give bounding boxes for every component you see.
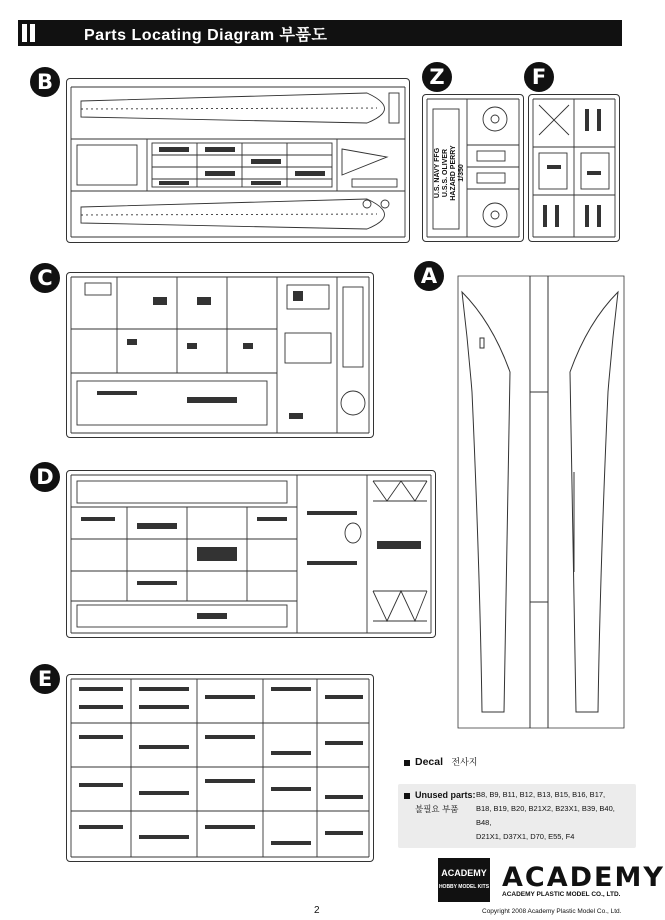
sprue-d-drawing: [67, 471, 435, 637]
unused-parts-labels: [404, 788, 476, 844]
sprue-f-frame: [528, 94, 620, 242]
decal-legend: [404, 755, 478, 769]
copyright-text: Copyright 2008 Academy Plastic Model Co., Ltd.: [482, 908, 622, 915]
sprue-b-frame: [66, 78, 410, 243]
unused-parts-line: B18, B19, B20, B21X2, B23X1, B39, B40, B48,: [476, 804, 615, 827]
sprue-label-z: Z: [422, 62, 452, 92]
square-bullet-icon: [404, 793, 410, 799]
decal-text-line: U.S. NAVY FFG: [434, 147, 441, 199]
unused-parts-box: [398, 784, 636, 848]
square-bullet-icon: [404, 760, 410, 766]
unused-parts-list: [476, 788, 630, 844]
academy-brand: [502, 862, 665, 898]
sprue-label-a: A: [414, 261, 444, 291]
sprue-f-drawing: [529, 95, 619, 241]
academy-hobby-logo: [438, 858, 490, 902]
decal-label: Decal: [415, 756, 444, 768]
page-number: 2: [314, 905, 320, 916]
small-logo-top: ACADEMY: [441, 868, 487, 878]
sprue-b-drawing: [67, 79, 409, 242]
sprue-d-frame: [66, 470, 436, 638]
sprue-label-f: F: [524, 62, 554, 92]
decal-korean-label: 전사지: [451, 757, 478, 767]
sprue-label-c: C: [30, 263, 60, 293]
sprue-label-b: B: [30, 67, 60, 97]
sprue-c-frame: [66, 272, 374, 438]
sprue-a-drawing: [452, 272, 628, 732]
academy-company-name: ACADEMY PLASTIC MODEL CO., LTD.: [502, 891, 621, 898]
unused-parts-line: B8, B9, B11, B12, B13, B15, B16, B17,: [476, 790, 606, 799]
sprue-a-drawing-wrap: [452, 272, 628, 732]
decal-sheet-text: [434, 138, 465, 208]
small-logo-bottom: HOBBY MODEL KITS: [438, 884, 490, 890]
header-bars-icon: [22, 20, 44, 46]
page-title: Parts Locating Diagram 부품도: [84, 26, 328, 44]
unused-label: Unused parts:: [415, 790, 476, 800]
unused-parts-row: [404, 788, 630, 844]
sprue-c-drawing: [67, 273, 373, 437]
sprue-e-drawing: [67, 675, 373, 861]
academy-big-logo: ACADEMY: [502, 862, 665, 893]
sprue-label-d: D: [30, 462, 60, 492]
decal-text-line: 1/350: [458, 164, 465, 182]
sprue-e-frame: [66, 674, 374, 862]
page-header: [18, 20, 622, 46]
unused-korean-label: 불필요 부품: [415, 804, 459, 814]
unused-parts-line: D21X1, D37X1, D70, E55, F4: [476, 832, 575, 841]
sprue-label-e: E: [30, 664, 60, 694]
decal-text-line: U.S.S. OLIVER HAZARD PERRY: [442, 145, 457, 201]
